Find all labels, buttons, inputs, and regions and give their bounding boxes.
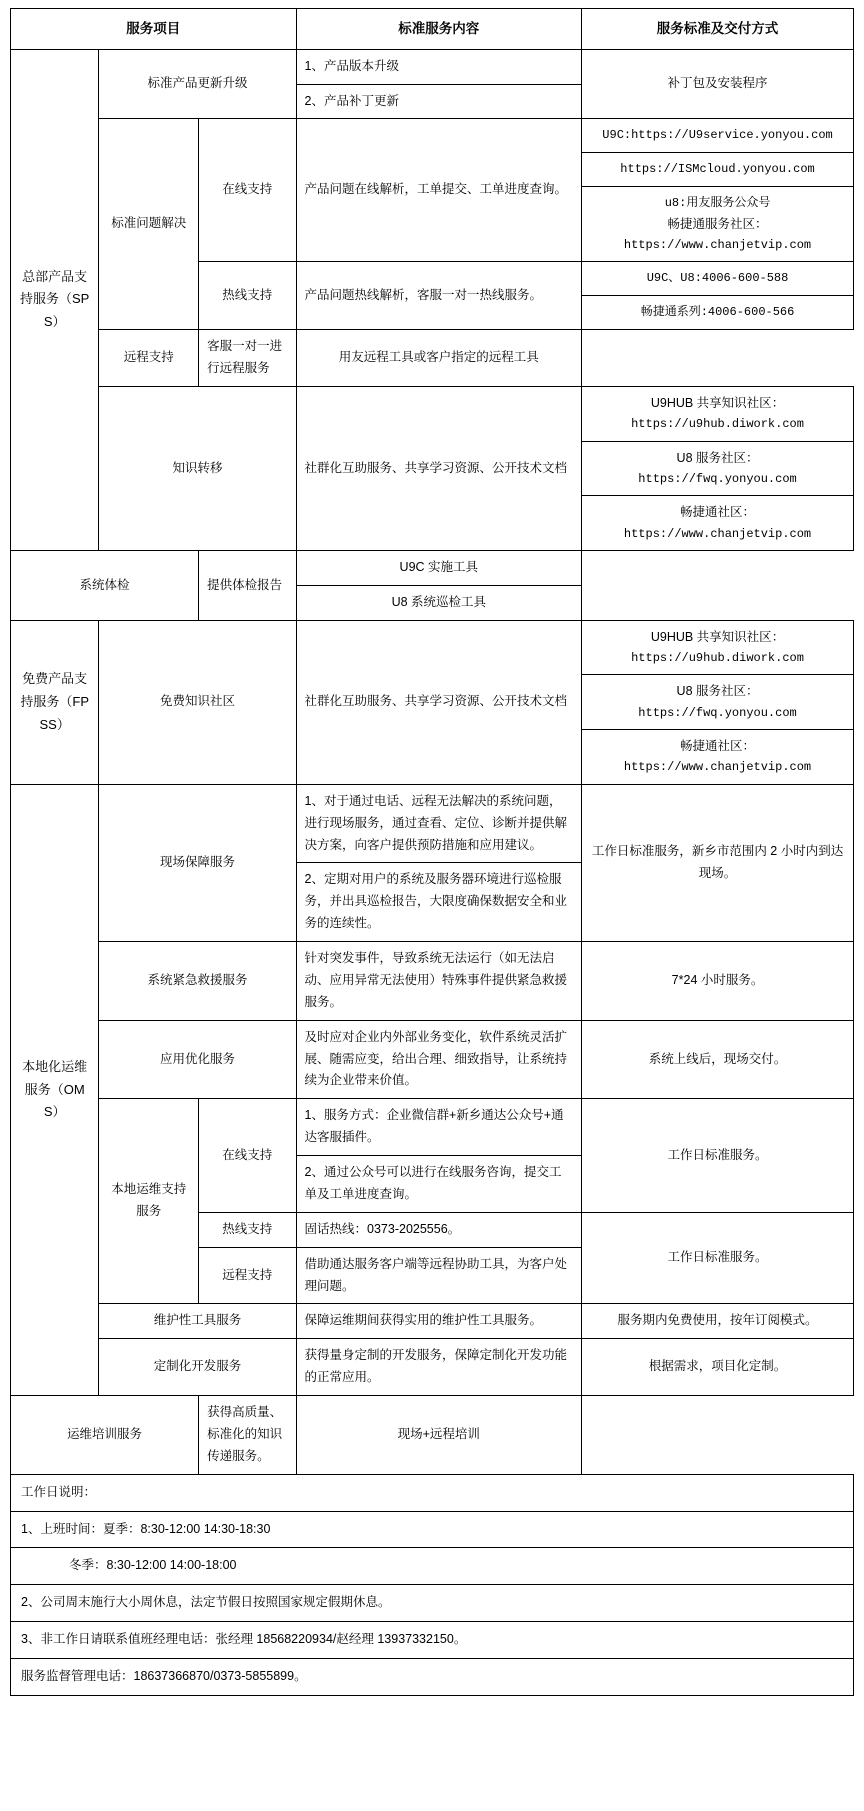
row-name-optimize-service: 应用优化服务 <box>99 1020 296 1099</box>
row-standard-online-1: U9C:https://U9service.yonyou.com <box>582 119 854 153</box>
table-header-row <box>11 9 854 50</box>
row-group-local-support: 本地运维支持服务 <box>99 1099 199 1304</box>
row-content-update-2: 2、产品补丁更新 <box>296 84 582 119</box>
row-name-emergency-service: 系统紧急救援服务 <box>99 942 296 1021</box>
note-row <box>11 1474 854 1511</box>
row-standard-knowledge-3 <box>582 496 854 551</box>
row-name-maintenance-tool: 维护性工具服务 <box>99 1304 296 1339</box>
fpss-std-3-line1: 畅捷通社区： <box>680 739 756 754</box>
header-service-item: 服务项目 <box>11 9 297 50</box>
note-duty-manager: 3、非工作日请联系值班经理电话：张经理 18568220934/赵经理 13937332150。 <box>11 1622 854 1659</box>
fpss-std-2-line2: https://fwq.yonyou.com <box>638 705 797 720</box>
table-row <box>11 119 854 153</box>
knowledge-std-2-line1: U8 服务社区： <box>676 450 759 465</box>
row-content-local-hotline: 固话热线：0373-2025556。 <box>296 1212 582 1247</box>
row-content-hotline-support: 产品问题热线解析，客服一对一热线服务。 <box>296 262 582 330</box>
fpss-std-1-line1: U9HUB 共享知识社区： <box>650 629 785 644</box>
row-name-remote-support: 远程支持 <box>99 330 199 387</box>
knowledge-std-3-line1: 畅捷通社区： <box>680 505 756 520</box>
fpss-std-2-line1: U8 服务社区： <box>676 684 759 699</box>
row-standard-online-3-line2: 畅捷通服务社区： <box>667 216 768 231</box>
header-service-standard: 服务标准及交付方式 <box>582 9 854 50</box>
row-content-emergency-service: 针对突发事件，导致系统无法运行（如无法启动、应用异常无法使用）特殊事件提供紧急救援服务。 <box>296 942 582 1021</box>
note-weekend-policy: 2、公司周末施行大小周休息，法定节假日按照国家规定假期休息。 <box>11 1585 854 1622</box>
table-row <box>11 387 854 442</box>
table-row <box>11 551 854 586</box>
row-content-system-checkup: 提供体检报告 <box>199 551 296 621</box>
row-name-local-hotline: 热线支持 <box>199 1212 296 1247</box>
table-row <box>11 1339 854 1396</box>
row-standard-local-hotline: 工作日标准服务。 <box>582 1212 854 1304</box>
row-standard-optimize-service: 系统上线后，现场交付。 <box>582 1020 854 1099</box>
knowledge-std-1-line1: U9HUB 共享知识社区： <box>650 396 785 411</box>
row-standard-custom-dev: 根据需求，项目化定制。 <box>582 1339 854 1396</box>
note-row <box>11 1622 854 1659</box>
row-standard-online-3-line3: https://www.chanjetvip.com <box>623 238 812 253</box>
row-content-onsite-1: 1、对于通过电话、远程无法解决的系统问题，进行现场服务，通过查看、定位、诊断并提供解决方案，向客户提供预防措施和应用建议。 <box>296 784 582 863</box>
row-standard-local-online: 工作日标准服务。 <box>582 1099 854 1213</box>
table-row <box>11 620 854 675</box>
service-table <box>10 8 854 1696</box>
row-name-onsite-service: 现场保障服务 <box>99 784 296 941</box>
row-standard-fpss-1 <box>582 620 854 675</box>
row-content-local-online-2: 2、通过公众号可以进行在线服务咨询，提交工单及工单进度查询。 <box>296 1156 582 1213</box>
row-content-local-remote: 借助通达服务客户端等远程协助工具，为客户处理问题。 <box>296 1247 582 1304</box>
row-name-hotline-support: 热线支持 <box>199 262 296 330</box>
row-content-local-online-1: 1、服务方式：企业微信群+新乡通达公众号+通达客服插件。 <box>296 1099 582 1156</box>
row-name-system-checkup: 系统体检 <box>11 551 199 621</box>
row-standard-online-2: https://ISMcloud.yonyou.com <box>582 153 854 187</box>
row-content-knowledge-transfer: 社群化互助服务、共享学习资源、公开技术文档 <box>296 387 582 551</box>
row-group-qa: 标准问题解决 <box>99 119 199 330</box>
row-standard-onsite: 工作日标准服务，新乡市范围内 2 小时内到达现场。 <box>582 784 854 941</box>
table-row <box>11 1304 854 1339</box>
table-row <box>11 784 854 863</box>
row-content-update-1: 1、产品版本升级 <box>296 49 582 84</box>
row-standard-knowledge-2 <box>582 441 854 496</box>
table-row <box>11 49 854 84</box>
row-standard-update: 补丁包及安装程序 <box>582 49 854 119</box>
note-row <box>11 1548 854 1585</box>
table-row <box>11 1396 854 1475</box>
note-summer-hours: 1、上班时间：夏季：8:30-12:00 14:30-18:30 <box>11 1511 854 1548</box>
note-row <box>11 1585 854 1622</box>
row-content-free-community: 社群化互助服务、共享学习资源、公开技术文档 <box>296 620 582 784</box>
fpss-std-3-line2: https://www.chanjetvip.com <box>623 760 812 775</box>
row-standard-training: 现场+远程培训 <box>296 1396 582 1475</box>
section-label-oms: 本地化运维服务（OMS） <box>11 784 99 1395</box>
row-name-custom-dev: 定制化开发服务 <box>99 1339 296 1396</box>
row-standard-remote-support: 用友远程工具或客户指定的远程工具 <box>296 330 582 387</box>
table-row <box>11 1099 854 1156</box>
row-content-maintenance-tool: 保障运维期间获得实用的维护性工具服务。 <box>296 1304 582 1339</box>
table-row <box>11 1020 854 1099</box>
row-standard-checkup-1: U9C 实施工具 <box>296 551 582 586</box>
row-content-custom-dev: 获得量身定制的开发服务，保障定制化开发功能的正常应用。 <box>296 1339 582 1396</box>
row-name-standard-update: 标准产品更新升级 <box>99 49 296 119</box>
row-content-onsite-2: 2、定期对用户的系统及服务器环境进行巡检服务，并出具巡检报告，大限度确保数据安全和业务的连续性。 <box>296 863 582 942</box>
row-standard-maintenance-tool: 服务期内免费使用，按年订阅模式。 <box>582 1304 854 1339</box>
row-standard-online-3-line1: u8:用友服务公众号 <box>664 196 771 211</box>
fpss-std-1-line2: https://u9hub.diwork.com <box>631 651 804 666</box>
table-row <box>11 942 854 1021</box>
knowledge-std-3-line2: https://www.chanjetvip.com <box>623 526 812 541</box>
row-standard-online-3 <box>582 187 854 262</box>
note-supervision-phone: 服务监督管理电话：18637366870/0373-5855899。 <box>11 1659 854 1696</box>
row-content-training: 获得高质量、标准化的知识传递服务。 <box>199 1396 296 1475</box>
row-name-local-remote: 远程支持 <box>199 1247 296 1304</box>
row-standard-checkup-2: U8 系统巡检工具 <box>296 585 582 620</box>
note-row <box>11 1659 854 1696</box>
row-content-online-support: 产品问题在线解析，工单提交、工单进度查询。 <box>296 119 582 262</box>
row-content-optimize-service: 及时应对企业内外部业务变化，软件系统灵活扩展、随需应变，给出合理、细致指导，让系统持续为企业带来价值。 <box>296 1020 582 1099</box>
row-name-local-online: 在线支持 <box>199 1099 296 1213</box>
header-service-content: 标准服务内容 <box>296 9 582 50</box>
note-winter-hours: 冬季：8:30-12:00 14:00-18:00 <box>11 1548 854 1585</box>
row-standard-hotline-2: 畅捷通系列:4006-600-566 <box>582 296 854 330</box>
note-row <box>11 1511 854 1548</box>
note-workday-title: 工作日说明： <box>11 1474 854 1511</box>
row-name-training: 运维培训服务 <box>11 1396 199 1475</box>
row-content-remote-support: 客服一对一进行远程服务 <box>199 330 296 387</box>
row-name-free-community: 免费知识社区 <box>99 620 296 784</box>
knowledge-std-2-line2: https://fwq.yonyou.com <box>638 472 797 487</box>
row-name-knowledge-transfer: 知识转移 <box>99 387 296 551</box>
knowledge-std-1-line2: https://u9hub.diwork.com <box>631 417 804 432</box>
row-standard-emergency-service: 7*24 小时服务。 <box>582 942 854 1021</box>
row-standard-fpss-3 <box>582 730 854 785</box>
section-label-sps: 总部产品支持服务（SPS） <box>11 49 99 550</box>
row-standard-knowledge-1 <box>582 387 854 442</box>
section-label-fpss: 免费产品支持服务（FPSS） <box>11 620 99 784</box>
table-row <box>11 330 854 387</box>
row-standard-hotline-1: U9C、U8:4006-600-588 <box>582 262 854 296</box>
row-name-online-support: 在线支持 <box>199 119 296 262</box>
row-standard-fpss-2 <box>582 675 854 730</box>
